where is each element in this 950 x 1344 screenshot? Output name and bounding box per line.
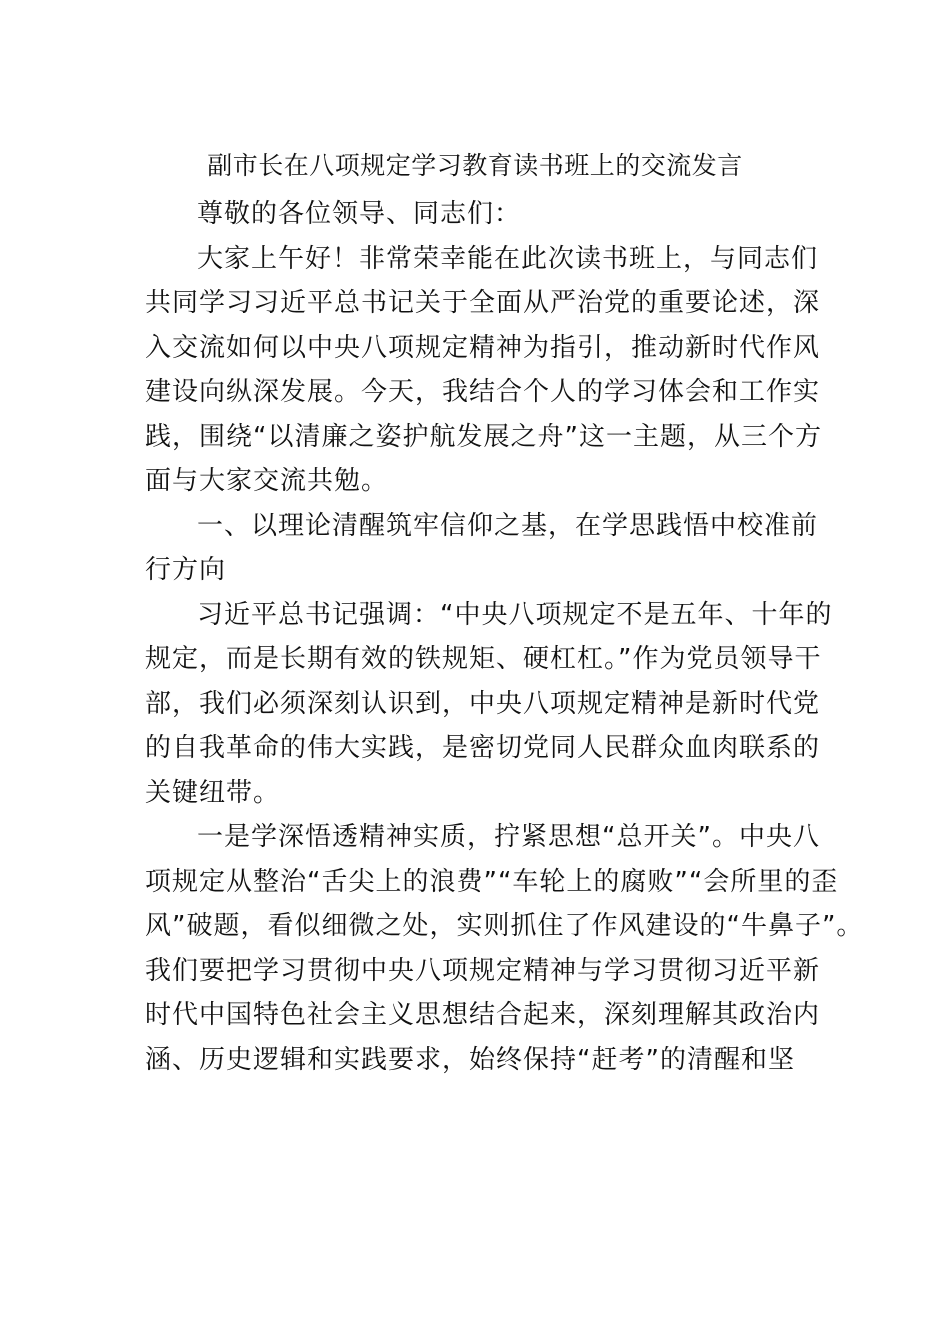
text-line: 风”破题，看似细微之处，实则抓住了作风建设的“牛鼻子”。 [145, 911, 864, 941]
text-line: 部，我们必须深刻认识到，中央八项规定精神是新时代党 [145, 688, 821, 719]
text-line: 共同学习习近平总书记关于全面从严治党的重要论述，深 [145, 288, 821, 318]
section-heading-line: 一、以理论清醒筑牢信仰之基，在学思践悟中校准前 [197, 510, 819, 541]
section-heading-line: 行方向 [145, 555, 227, 585]
salutation-line: 尊敬的各位领导、同志们： [197, 199, 522, 229]
text-line: 关键纽带。 [145, 777, 281, 808]
text-line: 大家上午好！非常荣幸能在此次读书班上，与同志们 [197, 243, 819, 274]
document-body [145, 192, 864, 1082]
text-line: 入交流如何以中央八项规定精神为指引，推动新时代作风 [145, 332, 821, 363]
text-line: 的自我革命的伟大实践，是密切党同人民群众血肉联系的 [145, 733, 821, 763]
text-line: 涵、历史逻辑和实践要求，始终保持“赶考”的清醒和坚 [145, 1044, 795, 1075]
document-title: 副市长在八项规定学习教育读书班上的交流发言 [207, 151, 743, 180]
text-line: 项规定从整治“舌尖上的浪费”“车轮上的腐败”“会所里的歪 [145, 866, 839, 897]
text-line: 规定，而是长期有效的铁规矩、硬杠杠。”作为党员领导干 [145, 644, 822, 674]
text-line: 习近平总书记强调：“中央八项规定不是五年、十年的 [197, 599, 833, 630]
text-line: 践，围绕“以清廉之姿护航发展之舟”这一主题，从三个方 [145, 421, 822, 452]
text-line: 我们要把学习贯彻中央八项规定精神与学习贯彻习近平新 [145, 955, 821, 986]
text-line: 建设向纵深发展。今天，我结合个人的学习体会和工作实 [145, 377, 821, 407]
text-line: 一是学深悟透精神实质，拧紧思想“总开关”。中央八 [197, 822, 820, 852]
text-line: 面与大家交流共勉。 [145, 466, 389, 496]
text-line: 时代中国特色社会主义思想结合起来，深刻理解其政治内 [145, 1000, 821, 1030]
